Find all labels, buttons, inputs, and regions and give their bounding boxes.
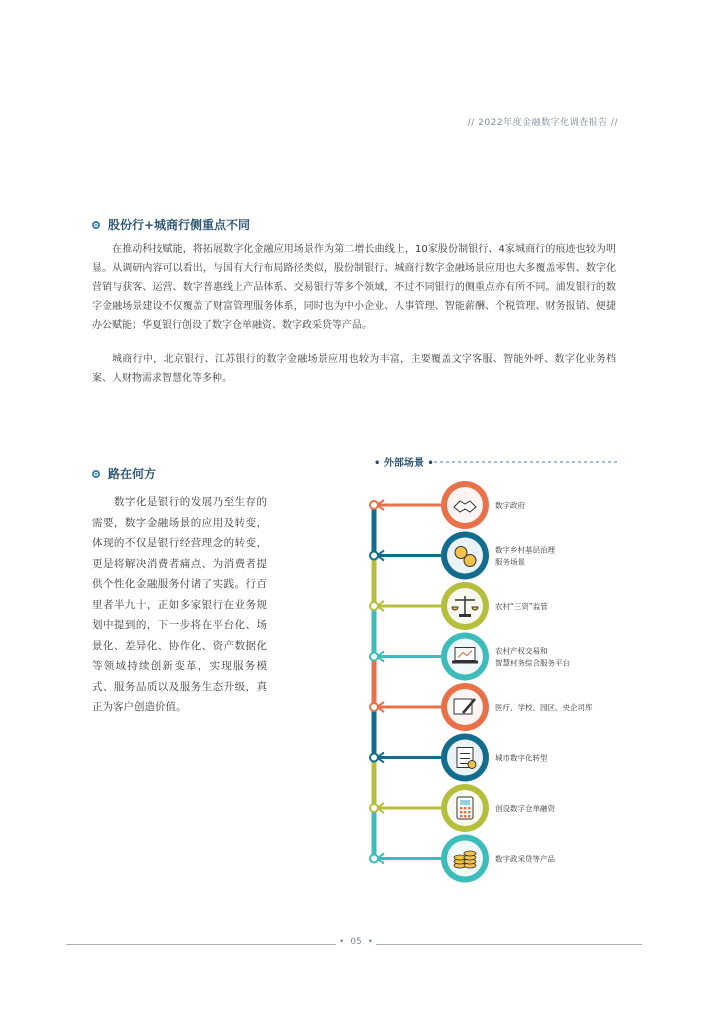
- scenario-label: 数字政府: [495, 501, 525, 510]
- diagram-header: • 外部场景 •: [374, 458, 434, 469]
- spine-node: [370, 703, 378, 711]
- calculator-icon: [457, 797, 473, 819]
- spine-node: [370, 602, 378, 610]
- scenario-item: [370, 835, 555, 883]
- scenario-item: [370, 582, 548, 630]
- scenario-label: 农村产权交易和智慧村务综合服务平台: [495, 646, 570, 668]
- spine-node: [370, 501, 378, 509]
- section-bullet-icon: [92, 470, 100, 478]
- footer-divider: [66, 944, 336, 945]
- body-paragraph: 数字化是银行的发展乃至生存的需要，数字金融场景的应用及转变，体现的不仅是银行经营理念的转变，更是将解决消费者痛点、为消费者提供个性化金融服务付诸了实践。行百里者半九十，正如多家银行在业务规划中提到的，下一步将在平台化、场景化、差异化、协作化、资产数据化等领域持续创新变革，实现服务模式、服务品质以及服务生态升级，真正为客户创造价值。: [92, 496, 267, 713]
- footer-divider: [376, 944, 642, 945]
- scenario-tree-svg: [360, 450, 650, 890]
- laptop-chart-icon: [452, 648, 478, 664]
- spine-node: [370, 653, 378, 661]
- section-title-text: 股份行+城商行侧重点不同: [108, 218, 251, 232]
- page-number: • 05 •: [339, 937, 374, 947]
- clipboard-icon: [457, 748, 476, 769]
- scenario-label: 数字乡村基层治理服务场景: [495, 545, 555, 567]
- scenario-label: 农村“三资”监管: [495, 602, 548, 611]
- scenario-item: [370, 683, 593, 731]
- spine-node: [370, 552, 378, 560]
- body-paragraph: 在推动科技赋能，将拓展数字化金融应用场景作为第二增长曲线上，10家股份制银行、4家城商行的痕迹也较为明显。从调研内容可以看出，与国有大行布局路径类似，股份制银行、城商行数字金融场景应用也大多覆盖零售、数字化营销与获客、运营、数字普惠线上产品体系、交易银行等多个领域，不过不同银行的侧重点亦有所不同。浦发银行的数字金融场景建设不仅覆盖了财富管理服务体系，同时也为中小企业、人事管理、智能薪酬、个税管理、财务报销、便捷办公赋能；华夏银行创设了数字仓单融资、数字政采贷等产品。: [92, 244, 616, 331]
- scenario-item: [370, 784, 555, 832]
- pen-document-icon: [454, 699, 475, 714]
- scenario-item: [370, 532, 555, 580]
- spine-node: [370, 754, 378, 762]
- spine-node: [370, 804, 378, 812]
- body-paragraph: 城商行中，北京银行、江苏银行的数字金融场景应用也较为丰富，主要覆盖文字客服、智能外呼、数字化业务档案、人财物需求智慧化等多种。: [92, 354, 616, 384]
- scenario-label: 数字政采贷等产品: [495, 854, 555, 864]
- scenario-item: [370, 633, 570, 681]
- external-scenarios-diagram: [360, 450, 650, 890]
- scenario-item: [370, 734, 548, 782]
- section-title-text: 路在何方: [108, 467, 157, 481]
- scenario-item: [370, 481, 525, 529]
- scenario-label: 创设数字仓单融资: [495, 804, 555, 813]
- section-title-2: [92, 465, 156, 482]
- scenario-label: 城市数字化转型: [495, 753, 548, 763]
- section-bullet-icon: [92, 221, 100, 229]
- scenario-label: 医疗、学校、园区、央企司库: [495, 703, 593, 712]
- section-title-1: [92, 216, 250, 233]
- spine-node: [370, 855, 378, 863]
- report-header-tag: // 2022年度金融数字化调查报告 //: [467, 118, 618, 128]
